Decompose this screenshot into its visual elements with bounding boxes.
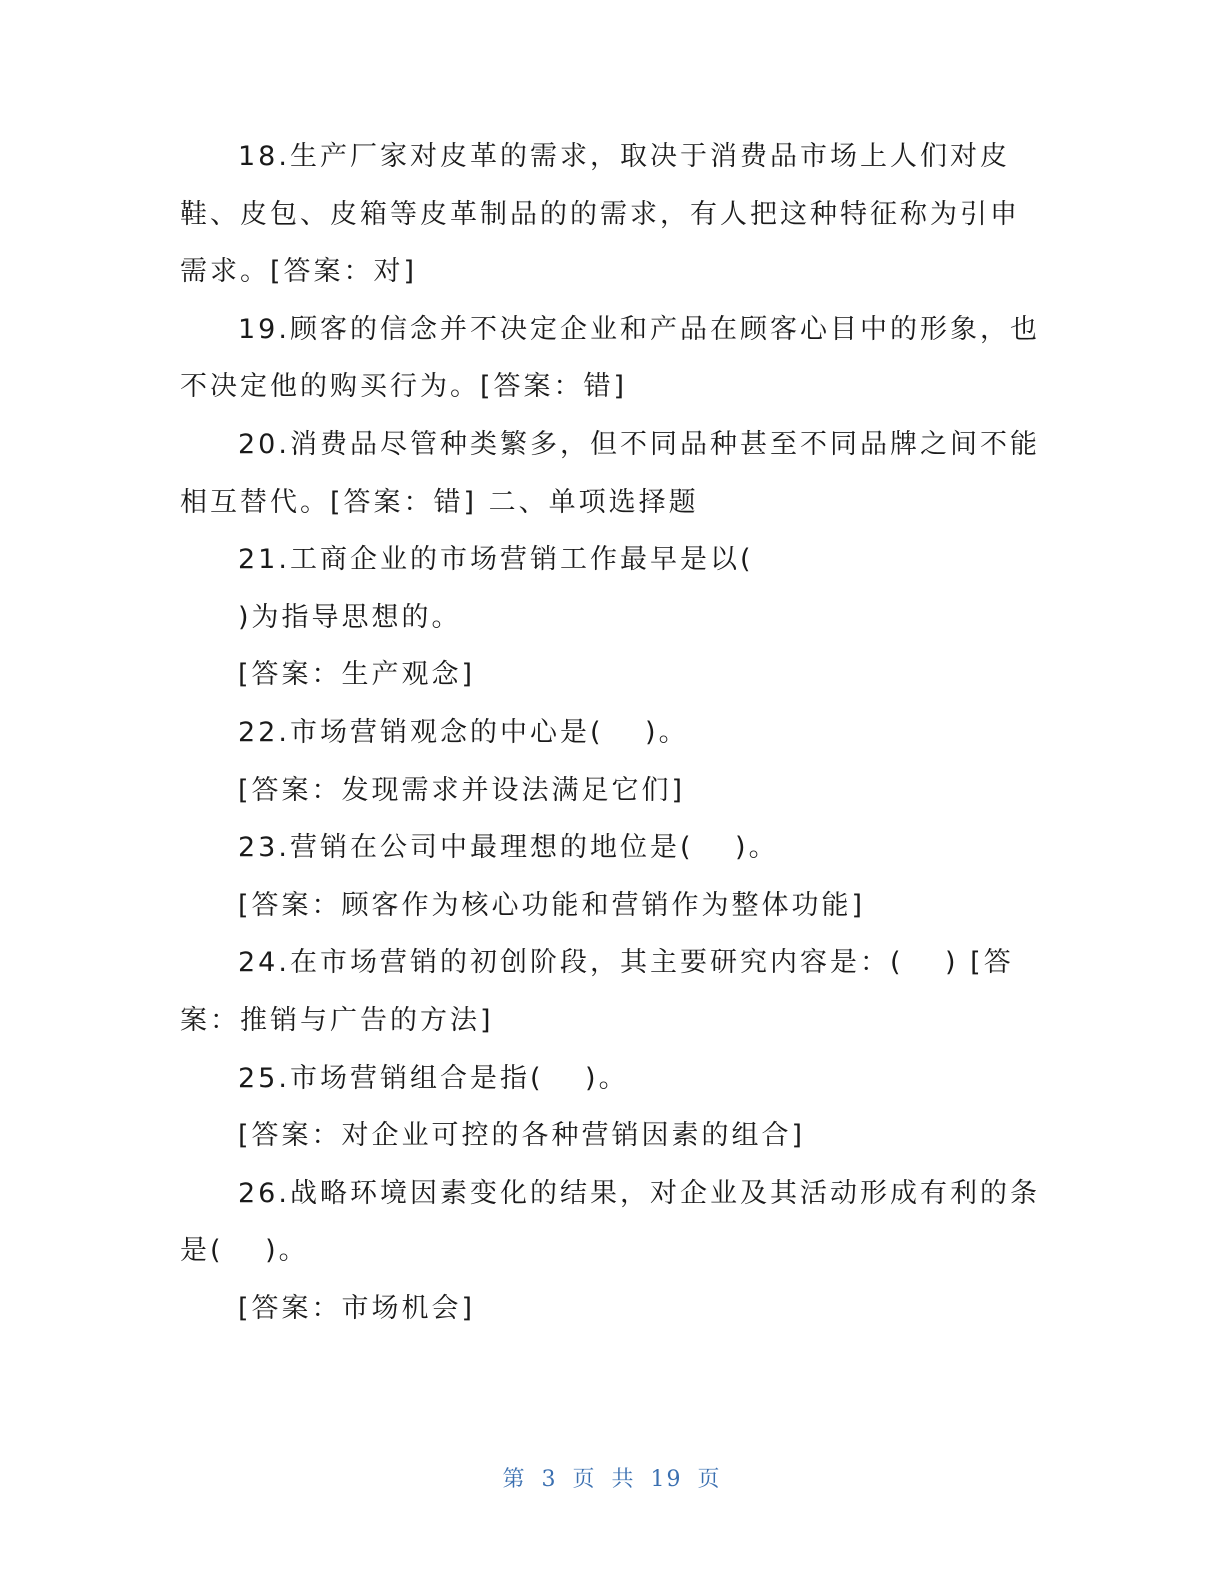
q19-line-1: 19.顾客的信念并不决定企业和产品在顾客心目中的形象，也 <box>238 313 1040 345</box>
q23-answer: [答案：顾客作为核心功能和营销作为整体功能] <box>238 889 866 921</box>
q20-line-1: 20.消费品尽管种类繁多，但不同品种甚至不同品牌之间不能 <box>238 428 1040 460</box>
q24-line-2: 案：推销与广告的方法] <box>180 1004 494 1036</box>
q18-line-3: 需求。[答案：对] <box>180 256 418 288</box>
q26-line-2: 是( )。 <box>180 1235 309 1267</box>
q25-question: 25.市场营销组合是指( )。 <box>238 1062 629 1094</box>
q24-line-1: 24.在市场营销的初创阶段，其主要研究内容是：( ) [答 <box>238 947 1014 979</box>
q21-line-2: )为指导思想的。 <box>238 601 462 633</box>
q26-line-1: 26.战略环境因素变化的结果，对企业及其活动形成有利的条 <box>238 1177 1040 1209</box>
q23-question: 23.营销在公司中最理想的地位是( )。 <box>238 832 779 864</box>
page-number-footer: 第 3 页 共 19 页 <box>502 1467 722 1492</box>
q22-question: 22.市场营销观念的中心是( )。 <box>238 716 689 748</box>
q18-line-1: 18.生产厂家对皮革的需求，取决于消费品市场上人们对皮 <box>238 141 1010 172</box>
q21-line-1: 21.工商企业的市场营销工作最早是以( <box>238 544 754 576</box>
q19-line-2: 不决定他的购买行为。[答案：错] <box>180 371 628 403</box>
q26-answer: [答案：市场机会] <box>238 1292 476 1324</box>
document-body <box>180 128 1040 1337</box>
q22-answer: [答案：发现需求并设法满足它们] <box>238 774 686 806</box>
q21-answer: [答案：生产观念] <box>238 659 476 691</box>
q18-line-2: 鞋、皮包、皮箱等皮革制品的的需求，有人把这种特征称为引申 <box>180 198 1020 230</box>
q20-line-2: 相互替代。[答案：错] 二、单项选择题 <box>180 486 699 518</box>
q25-answer: [答案：对企业可控的各种营销因素的组合] <box>238 1120 806 1152</box>
